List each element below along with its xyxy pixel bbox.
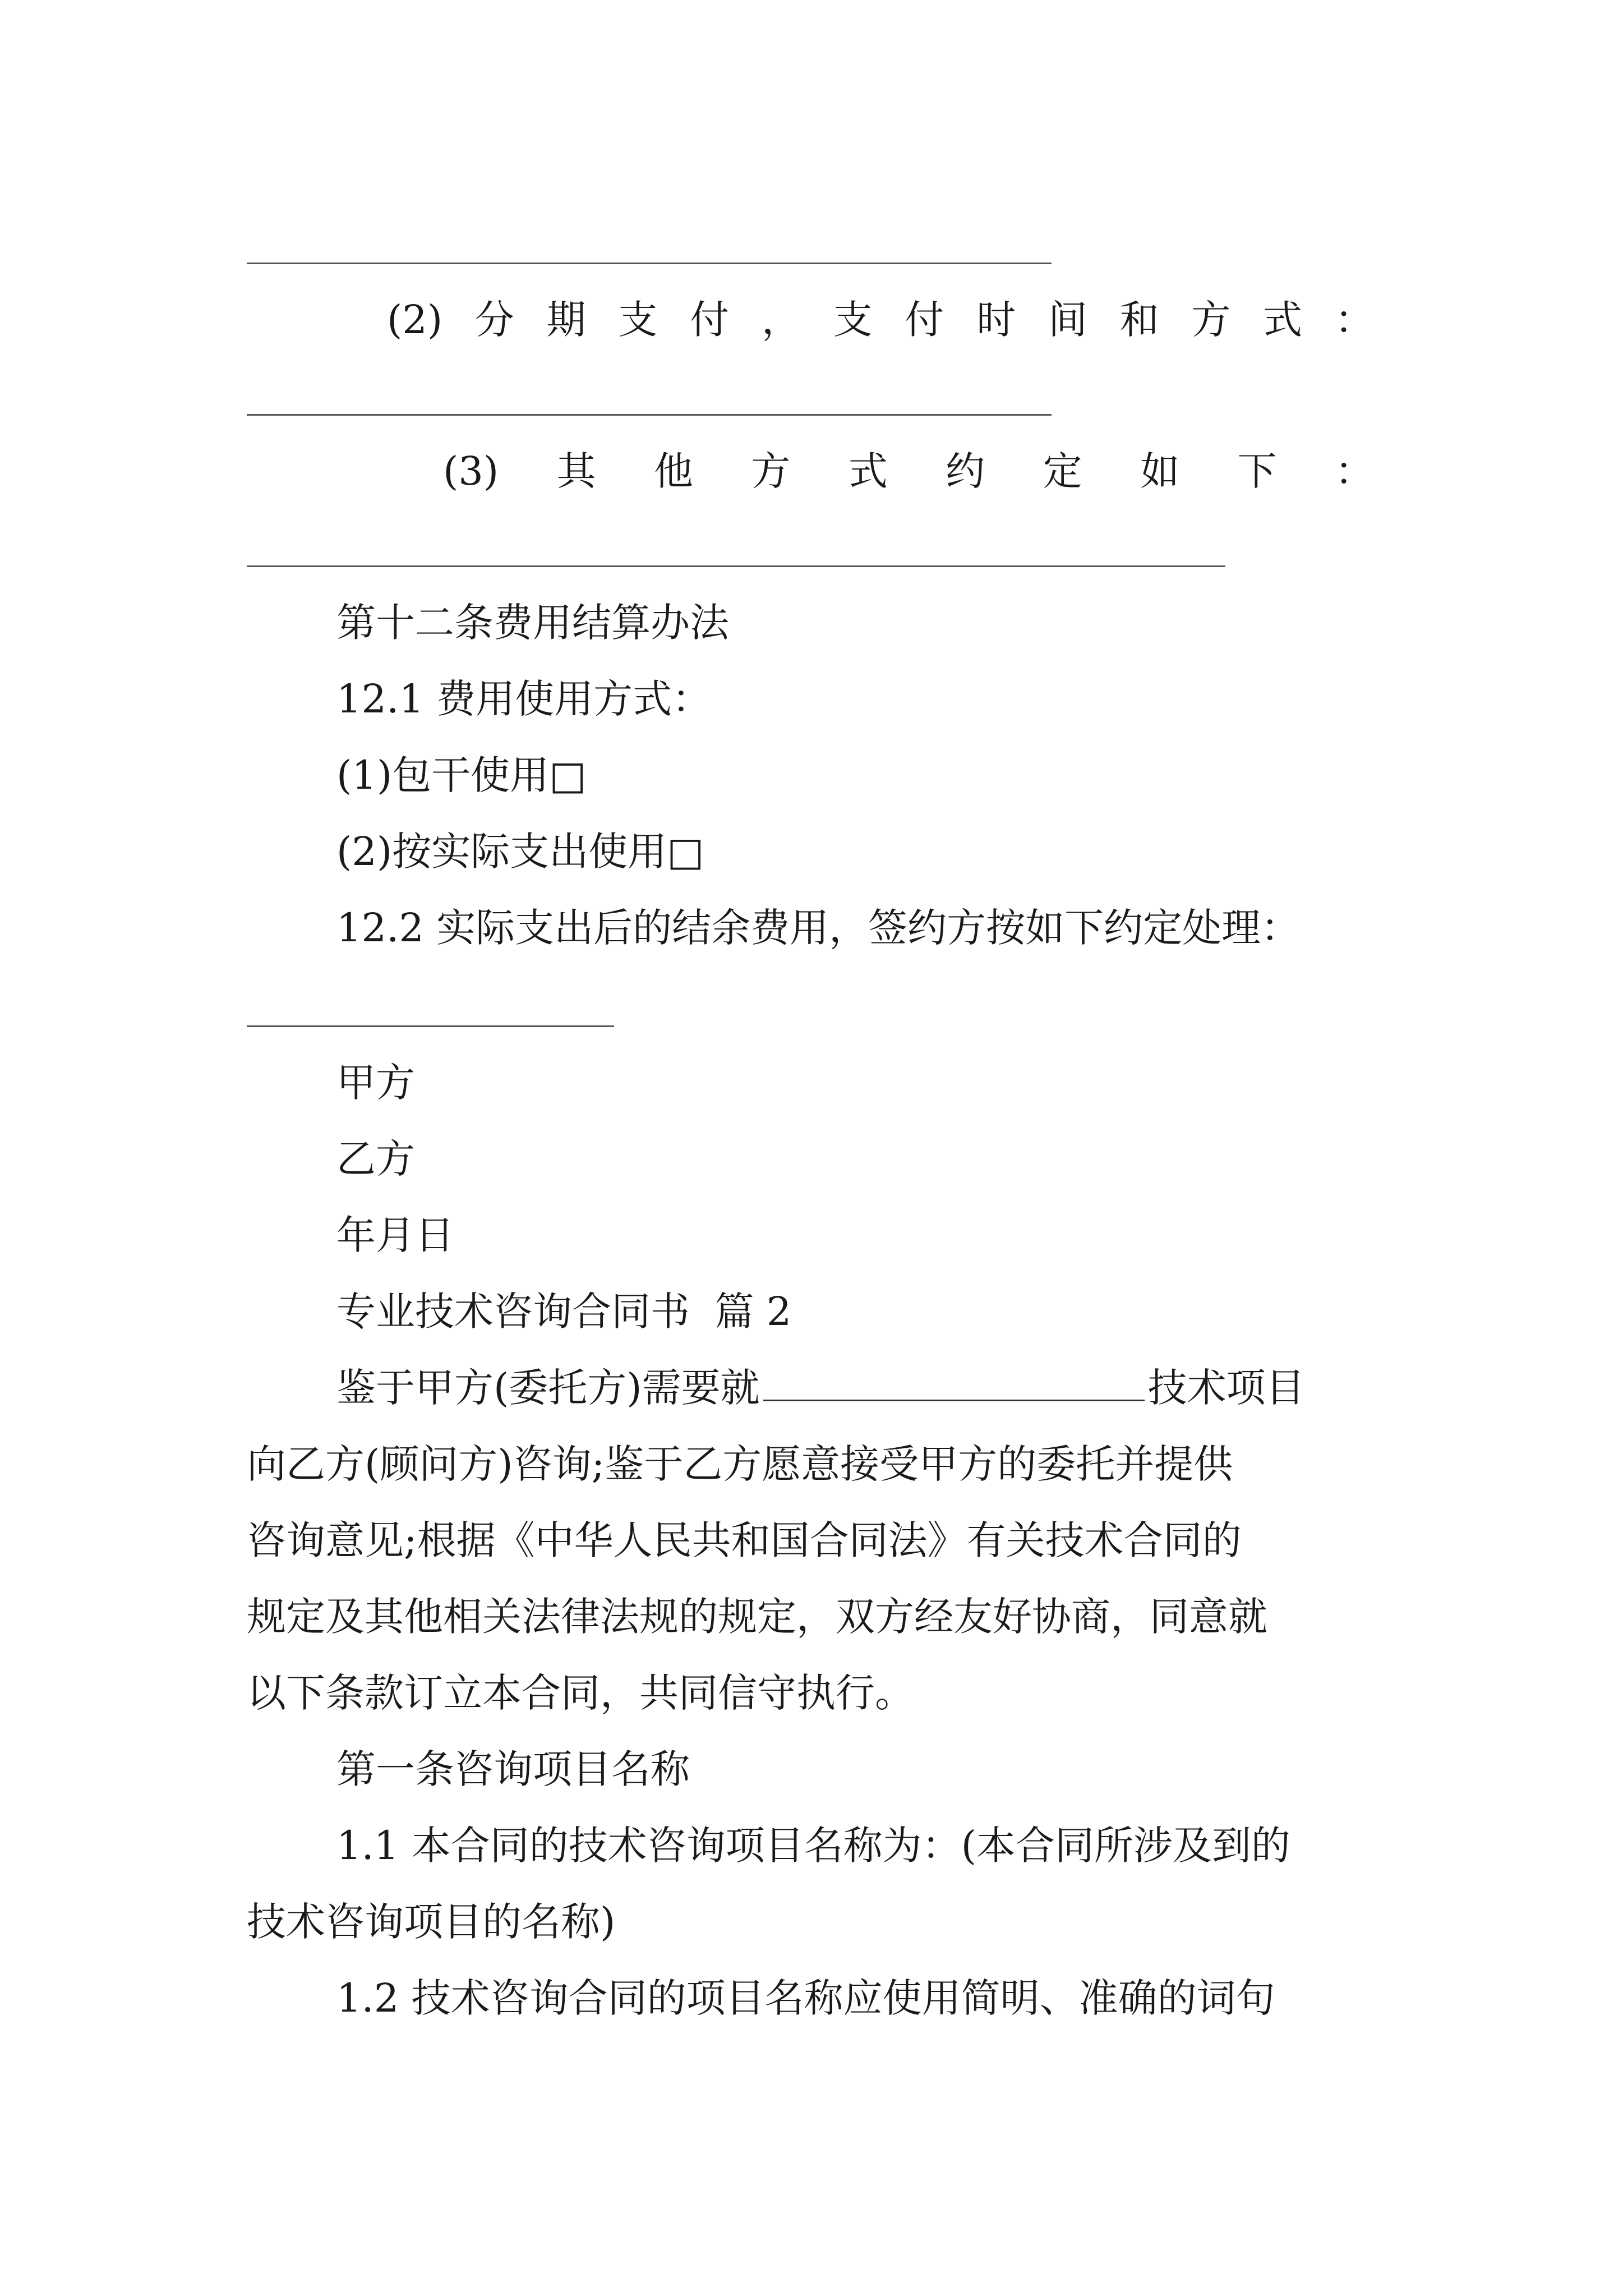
fill-in-blank-line — [247, 414, 1052, 416]
clause-12-1: 12.1 费用使用方式： — [336, 676, 712, 722]
preamble-first-line — [336, 1360, 1380, 1416]
party-a-label: 甲方 — [336, 1060, 415, 1106]
article-1-title: 第一条咨询项目名称 — [336, 1746, 690, 1792]
spread-char: 式 — [1263, 297, 1303, 343]
spread-char: 约 — [946, 448, 985, 494]
date-label: 年月日 — [336, 1212, 454, 1258]
party-b-label: 乙方 — [336, 1136, 415, 1182]
preamble-line: 以下条款订立本合同，共同信守执行。 — [247, 1670, 914, 1716]
installment-payment-line — [387, 292, 1374, 348]
spread-char: (2) — [387, 297, 443, 343]
option-lump-sum: (1)包干使用□ — [336, 752, 587, 798]
spread-char: 支 — [833, 297, 873, 343]
other-payment-line — [443, 443, 1374, 499]
section-title: 专业技术咨询合同书 篇 2 — [336, 1289, 792, 1335]
fill-in-blank-line — [247, 263, 1052, 264]
spread-char: ： — [1334, 448, 1374, 494]
spread-char: 方 — [751, 448, 791, 494]
preamble-line: 规定及其他相关法律法规的规定，双方经友好协商，同意就 — [247, 1594, 1267, 1640]
clause-1-1: 1.1 本合同的技术咨询项目名称为：(本合同所涉及到的 — [336, 1823, 1290, 1869]
spread-char: 付 — [905, 297, 944, 343]
spread-char: 下 — [1237, 448, 1277, 494]
option-actual-expense: (2)按实际支出使用□ — [336, 829, 704, 875]
spread-char: 式 — [848, 448, 888, 494]
clause-1-2: 1.2 技术咨询合同的项目名称应使用简明、准确的词句 — [336, 1975, 1275, 2021]
spread-char: (3) — [443, 448, 499, 494]
spread-char: 他 — [654, 448, 693, 494]
spread-char: 其 — [556, 448, 596, 494]
spread-char: 分 — [474, 297, 514, 343]
project-name-blank — [763, 1360, 1145, 1401]
preamble-line: 咨询意见;根据《中华人民共和国合同法》有关技术合同的 — [247, 1517, 1242, 1563]
spread-char: 期 — [546, 297, 586, 343]
spread-char: ： — [1334, 297, 1374, 343]
spread-char: 时 — [976, 297, 1016, 343]
spread-char: 间 — [1048, 297, 1087, 343]
fill-in-blank-line — [247, 1025, 614, 1027]
clause-1-1-continued: 技术咨询项目的名称) — [247, 1899, 616, 1945]
spread-char: 方 — [1191, 297, 1231, 343]
article-12-title: 第十二条费用结算办法 — [336, 600, 729, 646]
preamble-after-blank: 技术项目 — [1147, 1365, 1305, 1411]
fill-in-blank-line — [247, 565, 1225, 567]
clause-12-2: 12.2 实际支出后的结余费用，签约方按如下约定处理： — [336, 905, 1301, 951]
spread-char: 定 — [1043, 448, 1082, 494]
preamble-start: 鉴于甲方(委托方)需要就 — [336, 1365, 760, 1411]
spread-char: ， — [761, 297, 801, 343]
spread-char: 付 — [690, 297, 730, 343]
spread-char: 支 — [618, 297, 658, 343]
spread-char: 和 — [1119, 297, 1159, 343]
spread-char: 如 — [1140, 448, 1180, 494]
preamble-line: 向乙方(顾问方)咨询;鉴于乙方愿意接受甲方的委托并提供 — [247, 1441, 1233, 1487]
